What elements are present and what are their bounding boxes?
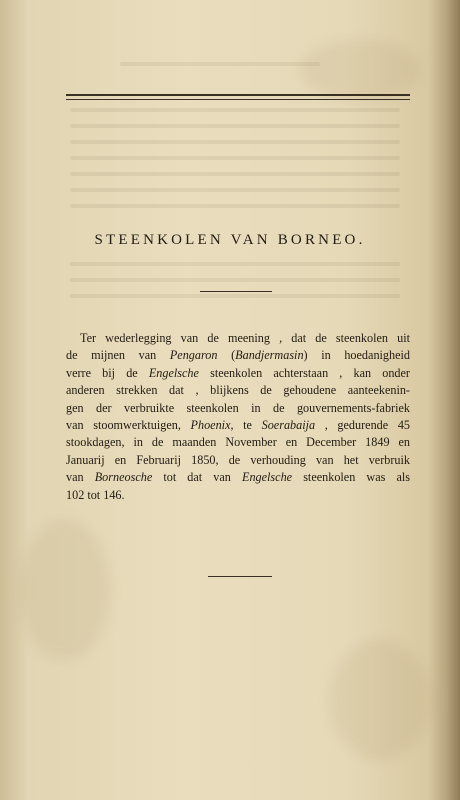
show-through-line (70, 172, 400, 176)
show-through-line (120, 62, 320, 66)
show-through-line (70, 140, 400, 144)
show-through-line (70, 108, 400, 112)
show-through-line (70, 188, 400, 192)
italic-term: Soerabaija (261, 418, 316, 433)
italic-term: Engelsche (148, 365, 199, 380)
show-through-line (70, 278, 400, 282)
page-title: STEENKOLEN VAN BORNEO. (94, 232, 366, 248)
text-line (66, 417, 410, 434)
text-line (66, 330, 410, 347)
header-double-rule (66, 94, 410, 100)
text-run: van stoomwerktuigen, (66, 418, 191, 433)
text-run: Januarij en Februarij 1850, de verhouding van het verbruik (66, 452, 410, 467)
text-run: anderen strekken dat , blijkens de gehoudene aanteekenin- (66, 383, 410, 398)
body-paragraph (66, 330, 410, 504)
text-run: tot dat van (152, 470, 242, 485)
closing-separator-rule (208, 576, 272, 577)
text-run: 102 tot 146. (66, 487, 125, 502)
show-through-line (70, 262, 400, 266)
italic-term: Phoenix, (190, 418, 234, 433)
text-line (66, 434, 410, 451)
text-run: ( (217, 348, 236, 363)
title-separator-rule (200, 291, 272, 292)
italic-term: Bandjermasin (235, 348, 304, 363)
text-line (66, 452, 410, 469)
text-run: te (233, 418, 262, 433)
show-through-line (70, 294, 400, 298)
show-through-line (70, 124, 400, 128)
text-run: verre bij de (66, 365, 149, 380)
text-line (66, 400, 410, 417)
text-run: steenkolen was als (292, 470, 410, 485)
text-run: stookdagen, in de maanden November en December 1849 en (66, 435, 410, 450)
text-run: de mijnen van (66, 348, 170, 363)
text-run: steenkolen achterstaan , kan onder (198, 365, 410, 380)
text-run: Ter wederlegging van de meening , dat de steenkolen uit (80, 331, 410, 345)
text-run: van (66, 470, 95, 485)
italic-term: Borneosche (94, 470, 153, 485)
text-line (66, 347, 410, 364)
text-run: , gedurende 45 (315, 418, 411, 433)
italic-term: Pengaron (169, 348, 218, 363)
text-line (66, 487, 410, 504)
italic-term: Engelsche (242, 470, 293, 485)
text-line (66, 365, 410, 382)
show-through-line (70, 156, 400, 160)
text-line (66, 382, 410, 399)
text-run: gen der verbruikte steenkolen in de gouvernements-fabriek (66, 400, 410, 415)
text-line (66, 469, 410, 486)
text-run: ) in hoedanigheid (303, 348, 410, 363)
show-through-line (70, 204, 400, 208)
